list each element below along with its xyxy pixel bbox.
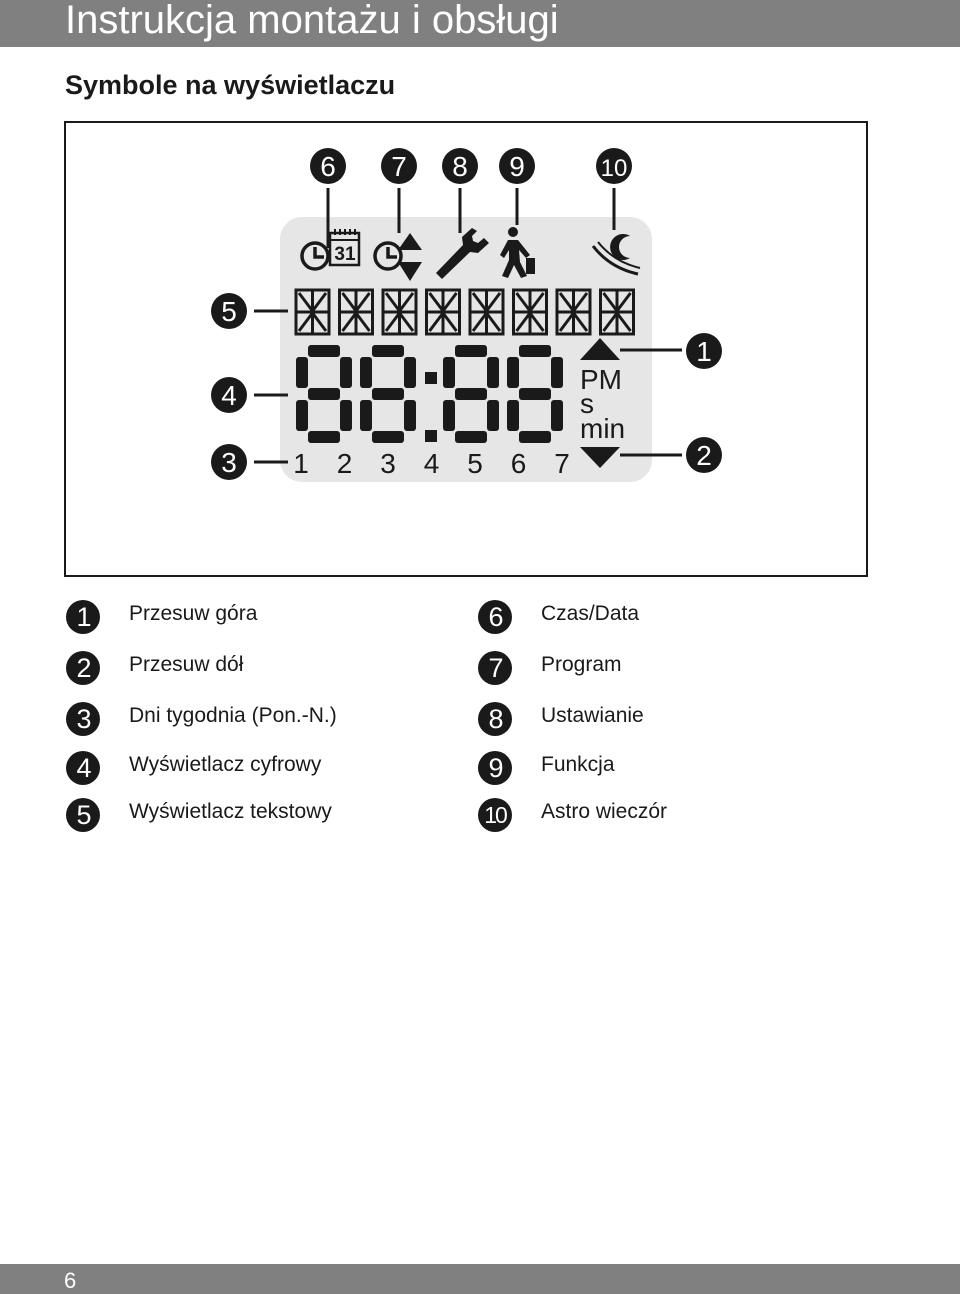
legend-label: Wyświetlacz cyfrowy [129,753,322,776]
callout-number: 10 [600,155,628,182]
text-cell [427,290,460,334]
weekday-number: 7 [554,448,570,479]
legend-number: 7 [478,651,512,685]
lcd-diagram [0,0,960,600]
weekday-number: 4 [423,448,440,479]
weekday-number: 1 [293,448,309,479]
legend-label: Dni tygodnia (Pon.-N.) [129,704,337,727]
callout-number: 4 [221,380,237,411]
legend-label: Przesuw dół [129,653,244,676]
weekday-number: 5 [467,448,483,479]
legend-number: 9 [478,751,512,785]
legend-label: Program [541,653,622,676]
min-indicator: min [580,413,626,444]
legend-label: Czas/Data [541,602,640,625]
text-cell [557,290,590,334]
legend-label: Funkcja [541,753,615,776]
text-cell [601,290,634,334]
callout-number: 1 [696,336,712,367]
clock-digits-value: 88:88 [0,0,3,1]
legend-label: Astro wieczór [541,800,668,823]
callout-number: 3 [221,447,237,478]
callout-number: 5 [221,296,237,327]
weekday-number: 6 [510,448,527,479]
calendar-number: 31 [334,244,356,265]
pm-indicator: PM [580,364,622,395]
page-title: Instrukcja montażu i obsługi [65,0,559,42]
callout-number: 6 [320,151,336,182]
weekday-number: 3 [380,448,396,479]
legend-label: Wyświetlacz tekstowy [129,800,332,823]
footer-bar [0,1264,960,1294]
page-number: 6 [64,1268,77,1293]
text-cell [383,290,416,334]
callout-number: 9 [509,151,525,182]
s-indicator: s [580,388,594,419]
legend-number: 4 [66,751,100,785]
text-cell [296,290,329,334]
legend-number: 5 [66,798,100,832]
legend-number: 6 [478,600,512,634]
section-title: Symbole na wyświetlaczu [65,70,396,100]
legend-number: 10 [478,798,512,832]
text-cell [470,290,503,334]
legend-number: 8 [478,702,512,736]
legend-label: Ustawianie [541,704,644,727]
legend-number: 2 [66,651,100,685]
text-cell [514,290,547,334]
legend-label: Przesuw góra [129,602,258,625]
weekday-number: 2 [336,448,353,479]
text-cell [340,290,373,334]
callout-number: 8 [452,151,468,182]
legend-number: 1 [66,600,100,634]
callout-number: 2 [696,440,712,471]
callout-number: 7 [391,151,407,182]
legend-number: 3 [66,702,100,736]
